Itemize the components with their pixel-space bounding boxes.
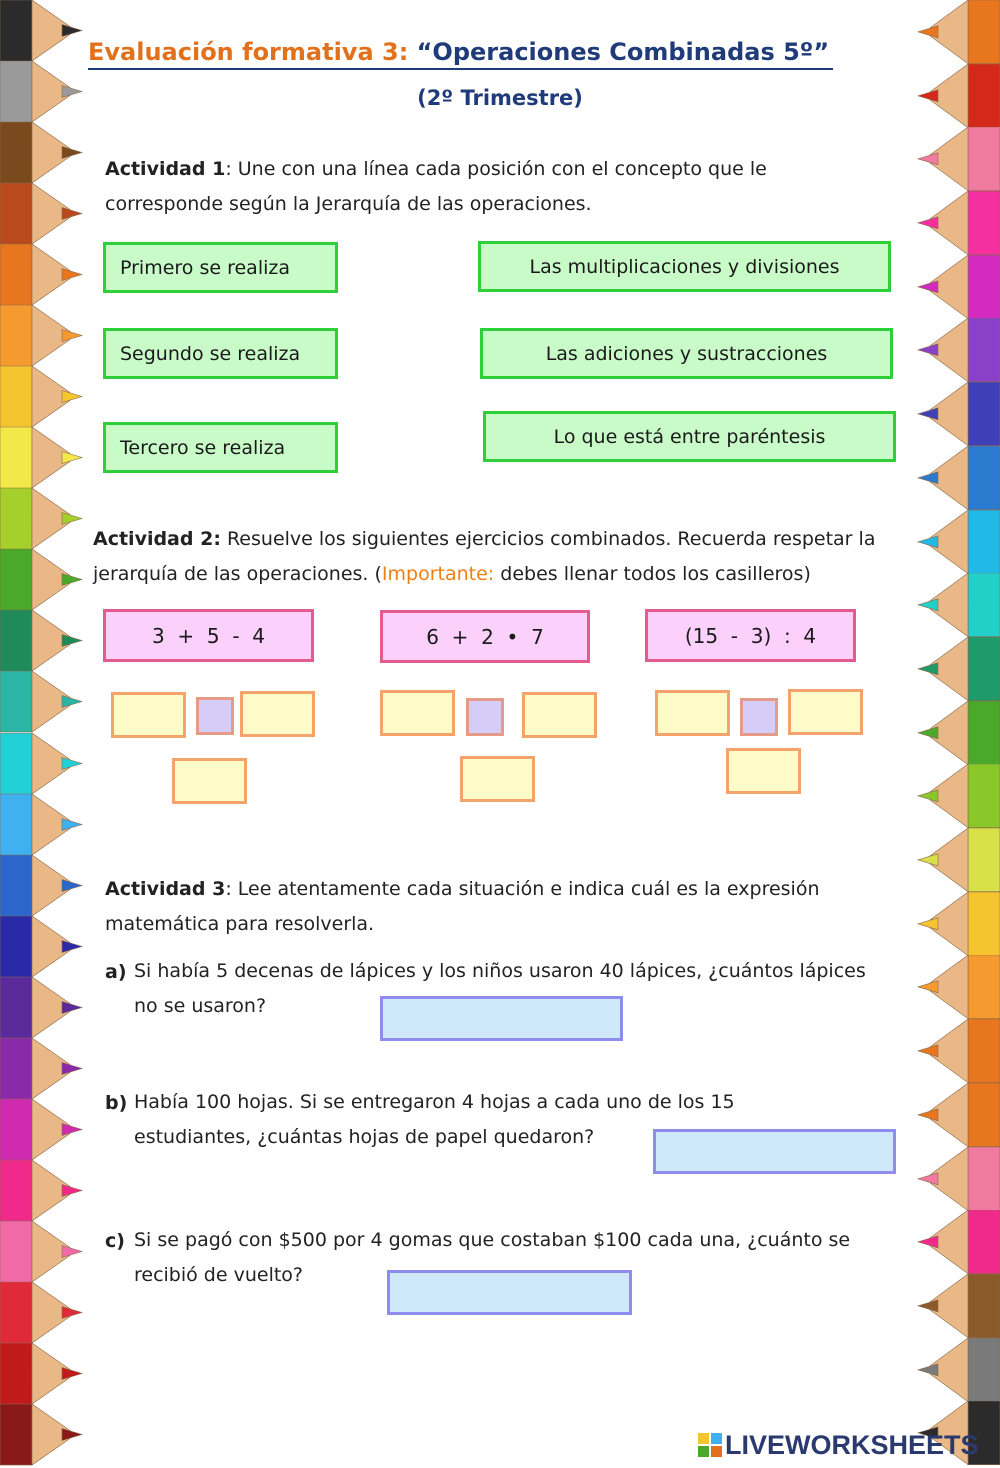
pencil-icon (916, 191, 1000, 257)
pencil-icon (0, 977, 84, 1041)
pencil-icon (916, 446, 1000, 512)
pencil-icon (0, 366, 84, 430)
pencil-body (968, 1019, 1000, 1083)
pencil-icon (0, 0, 84, 64)
exercise-box-3: (15 - 3) : 4 (645, 609, 856, 662)
pencil-tip (918, 918, 938, 930)
pencil-body (0, 1343, 32, 1404)
pencil-tip (918, 726, 938, 738)
pencil-body (968, 1338, 1000, 1402)
answer-input[interactable] (522, 692, 597, 738)
page-title (88, 38, 833, 70)
pencil-icon (0, 1160, 84, 1224)
pencil-icon (916, 255, 1000, 321)
pencil-body (0, 1099, 32, 1160)
pencil-body (0, 183, 32, 244)
pencil-body (968, 510, 1000, 574)
pencil-body (968, 892, 1000, 956)
pencil-tip (918, 408, 938, 420)
pencil-body (968, 382, 1000, 446)
pencil-body (968, 191, 1000, 255)
pencil-tip (918, 1045, 938, 1057)
pencil-body (968, 955, 1000, 1019)
pencil-body (0, 1038, 32, 1099)
position-box-1[interactable]: Primero se realiza (103, 242, 338, 293)
question-a-answer-input[interactable] (380, 996, 623, 1041)
important-label: Importante: (381, 563, 495, 585)
question-b-text: Había 100 hojas. Si se entregaron 4 hojas a cada uno de los 15 estudiantes, ¿cuántas hojas de papel quedaron? (134, 1091, 735, 1148)
pencil-icon (0, 1404, 84, 1468)
pencil-icon (0, 1099, 84, 1163)
question-c-letter: c) (105, 1230, 125, 1252)
activity1-label: Actividad 1 (105, 158, 226, 180)
pencil-tip (918, 1236, 938, 1248)
pencil-tip (62, 147, 82, 159)
left-pencil-border (0, 0, 84, 1465)
important-text: debes llenar todos los casilleros) (494, 563, 811, 585)
logo-text: LIVEWORKSHEETS (725, 1429, 979, 1460)
pencil-tip (62, 330, 82, 342)
pencil-tip (918, 1172, 938, 1184)
pencil-body (0, 977, 32, 1038)
pencil-icon (916, 1083, 1000, 1149)
pencil-tip (62, 940, 82, 952)
pencil-body (968, 127, 1000, 191)
activity1-instruction (105, 152, 845, 222)
pencil-icon (0, 855, 84, 919)
position-box-3[interactable]: Tercero se realiza (103, 422, 338, 473)
pencil-body (0, 244, 32, 305)
pencil-body (0, 794, 32, 855)
pencil-tip (918, 599, 938, 611)
pencil-icon (916, 1147, 1000, 1213)
activity3-label: Actividad 3 (105, 878, 226, 900)
pencil-tip (62, 757, 82, 769)
result-input[interactable] (460, 756, 535, 802)
activity3-text: : Lee atentamente cada situación e indica cuál es la expresión matemática para resolverla. (105, 878, 820, 935)
pencil-icon (0, 1343, 84, 1407)
pencil-tip (918, 26, 938, 38)
pencil-body (0, 1221, 32, 1282)
page-subtitle: (2º Trimestre) (417, 86, 583, 110)
pencil-tip (62, 513, 82, 525)
pencil-icon (0, 549, 84, 613)
activity1-text: : Une con una línea cada posición con el concepto que le corresponde según la Jerarquía de las operaciones. (105, 158, 767, 215)
pencil-body (968, 573, 1000, 637)
activity2-instruction (93, 522, 943, 592)
concept-box-3[interactable]: Lo que está entre paréntesis (483, 411, 896, 462)
pencil-tip (62, 1001, 82, 1013)
operator-input[interactable] (740, 698, 778, 736)
pencil-body (0, 610, 32, 671)
pencil-tip (918, 281, 938, 293)
pencil-icon (916, 382, 1000, 448)
pencil-tip (62, 1123, 82, 1135)
pencil-tip (62, 879, 82, 891)
pencil-tip (62, 269, 82, 281)
position-box-2[interactable]: Segundo se realiza (103, 328, 338, 379)
right-pencil-border (916, 0, 1000, 1465)
pencil-body (968, 446, 1000, 510)
pencil-body (968, 1210, 1000, 1274)
pencil-tip (62, 391, 82, 403)
title-prefix: Evaluación formativa 3: (88, 38, 409, 66)
pencil-tip (62, 25, 82, 37)
pencil-icon (916, 828, 1000, 894)
pencil-body (0, 0, 32, 61)
pencil-body (968, 255, 1000, 319)
pencil-body (0, 427, 32, 488)
pencil-tip (918, 854, 938, 866)
answer-input[interactable] (380, 690, 455, 736)
result-input[interactable] (172, 758, 247, 804)
pencil-tip (62, 1428, 82, 1440)
pencil-body (0, 122, 32, 183)
pencil-icon (0, 610, 84, 674)
question-c-answer-input[interactable] (387, 1270, 632, 1315)
pencil-icon (0, 427, 84, 491)
pencil-body (0, 366, 32, 427)
pencil-icon (916, 0, 1000, 66)
pencil-icon (0, 1282, 84, 1346)
pencil-icon (0, 244, 84, 308)
pencil-tip (62, 208, 82, 220)
pencil-body (968, 318, 1000, 382)
question-a-letter: a) (105, 961, 127, 983)
pencil-icon (916, 764, 1000, 830)
pencil-body (968, 764, 1000, 828)
pencil-body (968, 0, 1000, 64)
pencil-body (0, 1282, 32, 1343)
answer-input[interactable] (111, 692, 186, 738)
pencil-body (0, 1404, 32, 1465)
pencil-body (0, 549, 32, 610)
pencil-icon (916, 637, 1000, 703)
pencil-tip (918, 981, 938, 993)
pencil-icon (916, 955, 1000, 1021)
pencil-body (0, 1160, 32, 1221)
activity2-text: Resuelve los siguientes ejercicios combinados. Recuerda respetar la jerarquía de las operaciones. ( (93, 528, 876, 585)
pencil-tip (918, 153, 938, 165)
pencil-tip (918, 1109, 938, 1121)
pencil-icon (916, 1274, 1000, 1340)
pencil-tip (918, 217, 938, 229)
pencil-tip (918, 1363, 938, 1375)
concept-box-1[interactable]: Las multiplicaciones y divisiones (478, 241, 891, 292)
pencil-body (0, 488, 32, 549)
pencil-icon (0, 305, 84, 369)
pencil-tip (62, 1306, 82, 1318)
activity2-label: Actividad 2: (93, 528, 221, 550)
answer-input[interactable] (788, 689, 863, 735)
pencil-tip (918, 344, 938, 356)
pencil-body (968, 1274, 1000, 1338)
pencil-body (968, 637, 1000, 701)
answer-input[interactable] (240, 691, 315, 737)
pencil-body (968, 1147, 1000, 1211)
pencil-icon (916, 1338, 1000, 1404)
pencil-icon (916, 701, 1000, 767)
pencil-tip (918, 472, 938, 484)
pencil-icon (0, 122, 84, 186)
pencil-body (968, 1083, 1000, 1147)
pencil-body (0, 733, 32, 794)
pencil-body (968, 828, 1000, 892)
liveworksheets-logo-icon (698, 1433, 722, 1457)
operator-input[interactable] (466, 698, 504, 736)
pencil-tip (62, 574, 82, 586)
pencil-tip (918, 663, 938, 675)
pencil-body (0, 671, 32, 732)
pencil-icon (0, 488, 84, 552)
pencil-body (0, 916, 32, 977)
pencil-tip (62, 1245, 82, 1257)
pencil-tip (62, 1062, 82, 1074)
exercise-box-2: 6 + 2 • 7 (380, 610, 590, 663)
pencil-tip (918, 1300, 938, 1312)
pencil-body (0, 305, 32, 366)
pencil-tip (62, 452, 82, 464)
pencil-icon (0, 1038, 84, 1102)
pencil-icon (0, 733, 84, 797)
pencil-icon (916, 127, 1000, 193)
pencil-icon (916, 892, 1000, 958)
pencil-icon (0, 916, 84, 980)
title-main: “Operaciones Combinadas 5º” (416, 38, 830, 66)
answer-input[interactable] (655, 690, 730, 736)
pencil-tip (62, 1184, 82, 1196)
question-a-text: Si había 5 decenas de lápices y los niños usaron 40 lápices, ¿cuántos lápices no se usaron? (134, 960, 866, 1017)
pencil-body (0, 855, 32, 916)
pencil-tip (62, 1367, 82, 1379)
pencil-tip (62, 818, 82, 830)
pencil-body (968, 701, 1000, 765)
pencil-icon (916, 318, 1000, 384)
pencil-icon (0, 183, 84, 247)
pencil-icon (0, 794, 84, 858)
pencil-icon (916, 1019, 1000, 1085)
activity3-instruction (105, 872, 905, 942)
question-b-answer-input[interactable] (653, 1129, 896, 1174)
pencil-tip (62, 635, 82, 647)
question-c-text: Si se pagó con $500 por 4 gomas que costaban $100 cada una, ¿cuánto se recibió de vuelto? (134, 1229, 851, 1286)
pencil-icon (0, 1221, 84, 1285)
question-b-letter: b) (105, 1092, 128, 1114)
pencil-tip (62, 696, 82, 708)
concept-box-2[interactable]: Las adiciones y sustracciones (480, 328, 893, 379)
pencil-icon (916, 1210, 1000, 1276)
liveworksheets-logo (698, 1428, 979, 1462)
operator-input[interactable] (196, 697, 234, 735)
pencil-icon (0, 671, 84, 735)
exercise-box-1: 3 + 5 - 4 (103, 609, 314, 662)
pencil-tip (918, 790, 938, 802)
result-input[interactable] (726, 748, 801, 794)
